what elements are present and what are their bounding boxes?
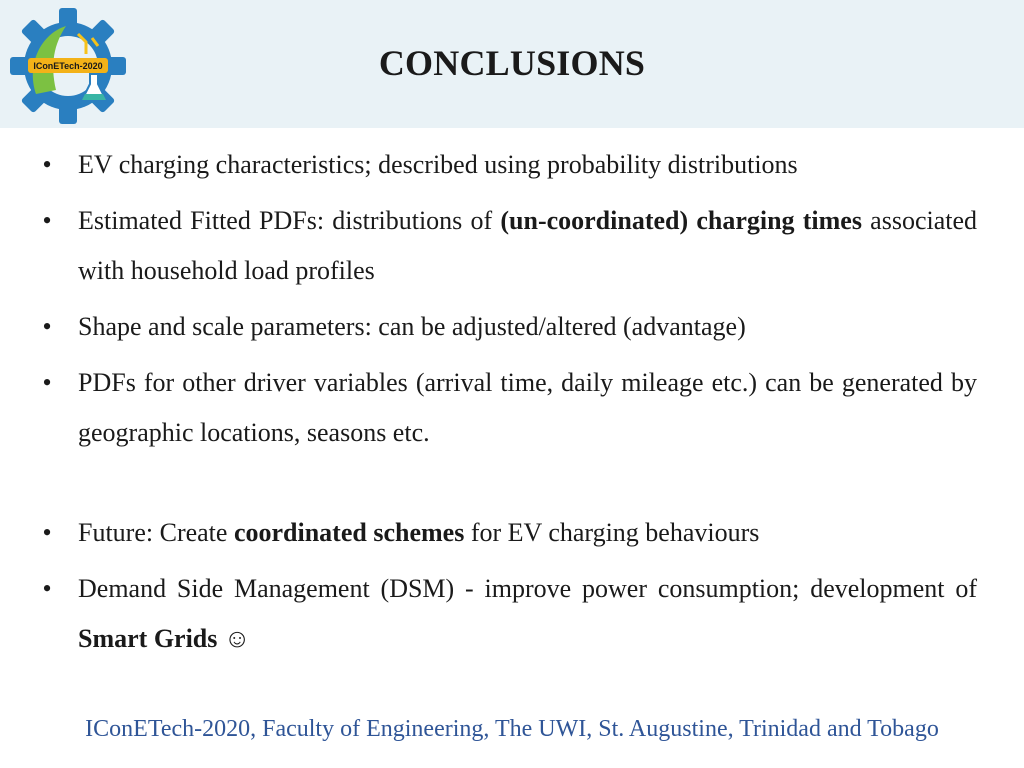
bullet-icon: • [42,206,52,235]
bullet-text: associated with household load profiles [78,206,978,285]
list-item [37,140,977,190]
bullet-icon: • [42,150,52,179]
bullet-icon: • [42,312,52,341]
bullet-text: Future: Create [78,518,234,547]
footer-text: IConETech-2020, Faculty of Engineering, The UWI, St. Augustine, Trinidad and Tobago [85,716,939,742]
bullet-text: PDFs for other driver variables (arrival time, daily mileage etc.) can be generated by geographic locations, seasons etc. [78,368,977,447]
list-item [37,564,977,664]
bullet-text: Shape and scale parameters: can be adjusted/altered (advantage) [78,312,746,341]
smiley-icon: ☺ [217,624,251,653]
bullet-emphasis: Smart Grids [78,624,218,653]
list-item [37,302,977,352]
bullet-text: Demand Side Management (DSM) - improve power consumption; development of [78,574,977,603]
bullet-emphasis: (un-coordinated) charging times [500,206,862,235]
header-band [0,0,1024,128]
bullet-text: EV charging characteristics; described using probability distributions [78,150,798,179]
page-title: CONCLUSIONS [378,43,646,83]
list-item [37,358,977,458]
bullet-text: Estimated Fitted PDFs: distributions of [78,206,501,235]
bullet-icon: • [42,368,52,397]
bullet-icon: • [42,574,52,603]
list-item [37,196,977,296]
bullet-emphasis: coordinated schemes [233,518,465,547]
list-item [37,508,977,558]
logo-text: IConETech-2020 [33,61,103,71]
conclusions-list [37,140,977,670]
bullet-icon: • [42,518,52,547]
bullet-text: for EV charging behaviours [464,518,760,547]
